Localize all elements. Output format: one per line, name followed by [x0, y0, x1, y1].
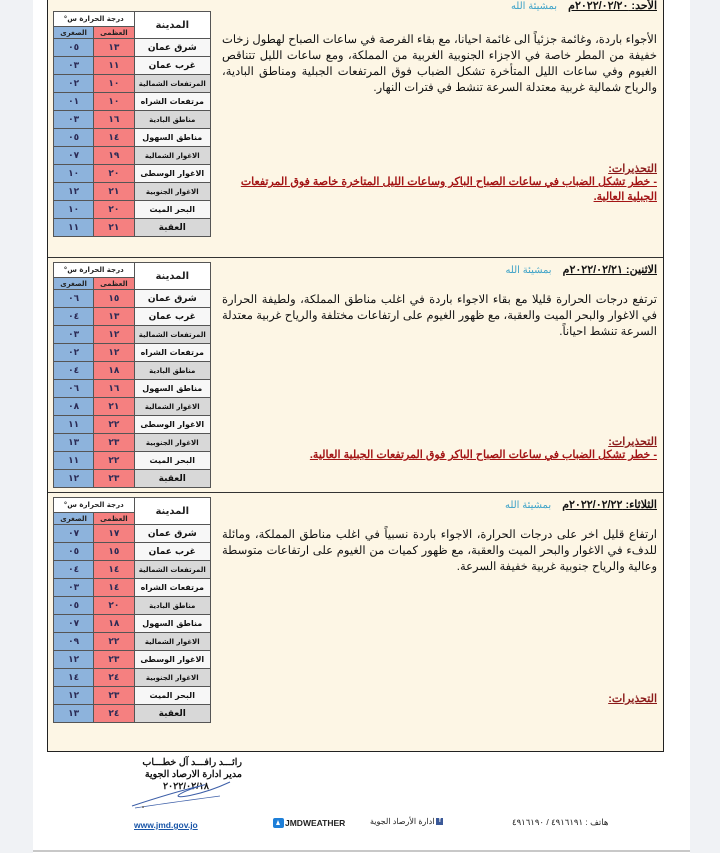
table-row [54, 470, 211, 488]
max-cell: ٢٣ [94, 470, 134, 488]
min-cell: ٠٦ [54, 290, 94, 308]
table-row [54, 398, 211, 416]
city-cell: مناطق السهول [134, 129, 211, 147]
day-section-monday [48, 258, 663, 493]
min-cell: ٠٢ [54, 344, 94, 362]
inshallah-note: بمشيئة الله [510, 1, 558, 12]
warnings-block [222, 692, 657, 705]
min-cell: ١٢ [54, 687, 94, 705]
min-cell: ٠٣ [54, 57, 94, 75]
table-row [54, 669, 211, 687]
city-cell: مرتفعات الشراه [134, 93, 211, 111]
table-row [54, 165, 211, 183]
city-cell: الاغوار الوسطى [134, 416, 211, 434]
max-header: العظمى [94, 513, 134, 525]
max-cell: ٢٢ [94, 452, 134, 470]
max-cell: ١٦ [94, 111, 134, 129]
table-row [54, 452, 211, 470]
max-cell: ١٢ [94, 344, 134, 362]
min-cell: ٠٥ [54, 39, 94, 57]
min-cell: ٠٩ [54, 633, 94, 651]
city-cell: الاغوار الوسطى [134, 651, 211, 669]
max-cell: ١٣ [94, 39, 134, 57]
city-cell: العقبة [134, 705, 211, 723]
table-row [54, 326, 211, 344]
inshallah-note: بمشيئة الله [505, 265, 552, 276]
max-cell: ١٢ [94, 326, 134, 344]
city-cell: البحر الميت [134, 687, 211, 705]
city-cell: شرق عمان [134, 290, 211, 308]
warnings-block [222, 435, 657, 463]
warnings-title: التحذيرات: [608, 436, 657, 448]
table-row [54, 39, 211, 57]
table-row [54, 111, 211, 129]
min-header: الصغرى [54, 27, 94, 39]
min-cell: ١٣ [54, 434, 94, 452]
forecast-document [47, 0, 664, 752]
city-cell: الاغوار الشمالية [134, 633, 211, 651]
max-cell: ١٤ [94, 579, 134, 597]
max-cell: ٢٠ [94, 165, 134, 183]
max-cell: ١٣ [94, 308, 134, 326]
min-cell: ٠٤ [54, 308, 94, 326]
phone-numbers: هاتف : ٤٩١٦١٩١ / ٤٩١٦١٩٠ [512, 817, 609, 827]
min-header: الصغرى [54, 513, 94, 525]
min-cell: ٠١ [54, 93, 94, 111]
warnings-block [222, 162, 657, 205]
min-cell: ٠٣ [54, 326, 94, 344]
day-section-tuesday [48, 493, 663, 751]
temperature-table [53, 497, 211, 723]
forecast-text: ترتفع درجات الحرارة قليلا مع بقاء الاجواء باردة في اغلب مناطق المملكة، ولطيفة الحرارة في الاغوار والبحر الميت والعقبة، مع ظهور الغيوم على ارتفاعات مختلفة والرياح غربية معتدلة السرعة تنشط احياناً. [222, 294, 657, 338]
city-cell: شرق عمان [134, 525, 211, 543]
table-row [54, 579, 211, 597]
city-cell: الاغوار الشمالية [134, 147, 211, 165]
max-cell: ١٥ [94, 543, 134, 561]
max-cell: ١٦ [94, 380, 134, 398]
website-link[interactable]: www.jmd.gov.jo [134, 820, 198, 830]
city-header: المدينة [134, 263, 211, 290]
city-cell: غرب عمان [134, 308, 211, 326]
min-cell: ٠٣ [54, 579, 94, 597]
max-cell: ١٨ [94, 362, 134, 380]
day-heading [222, 0, 657, 13]
table-row [54, 290, 211, 308]
table-row [54, 75, 211, 93]
city-cell: غرب عمان [134, 543, 211, 561]
day-section-sunday [48, 0, 663, 258]
temperature-table [53, 262, 211, 488]
max-cell: ١٤ [94, 561, 134, 579]
min-cell: ٠٥ [54, 543, 94, 561]
min-cell: ١٢ [54, 183, 94, 201]
city-cell: غرب عمان [134, 57, 211, 75]
table-row [54, 308, 211, 326]
table-row [54, 633, 211, 651]
table-row [54, 651, 211, 669]
table-row [54, 57, 211, 75]
warnings-text: - خطر تشكل الضباب في ساعات الصباح الباكر فوق المرتفعات الجبلية العالية. [309, 449, 657, 461]
min-cell: ١١ [54, 452, 94, 470]
min-cell: ١٢ [54, 651, 94, 669]
city-cell: مناطق البادية [134, 362, 211, 380]
max-cell: ٢١ [94, 398, 134, 416]
max-cell: ٢٣ [94, 651, 134, 669]
temperature-header: درجة الحرارة س° [54, 498, 135, 513]
min-cell: ٠٢ [54, 75, 94, 93]
max-cell: ١٧ [94, 525, 134, 543]
table-row [54, 380, 211, 398]
city-cell: مناطق السهول [134, 615, 211, 633]
day-title: الثلاثاء: ٢٠٢٢/٠٢/٢٢م [562, 499, 657, 511]
table-row [54, 201, 211, 219]
city-cell: العقبة [134, 219, 211, 237]
day-heading [222, 498, 657, 512]
app-store-icon [273, 818, 284, 828]
warnings-text: - خطر تشكل الضباب في ساعات الصباح الباكر وساعات الليل المتاخرة خاصة فوق المرتفعات الجبلية العالية. [240, 176, 657, 203]
table-row [54, 129, 211, 147]
min-header: الصغرى [54, 278, 94, 290]
table-row [54, 183, 211, 201]
city-cell: المرتفعات الشمالية [134, 561, 211, 579]
city-cell: البحر الميت [134, 452, 211, 470]
day-title: الاثنين: ٢٠٢٢/٠٢/٢١م [562, 264, 657, 276]
city-cell: المرتفعات الشمالية [134, 326, 211, 344]
max-cell: ١٠ [94, 93, 134, 111]
table-row [54, 615, 211, 633]
temperature-table [53, 11, 211, 237]
city-cell: مناطق البادية [134, 597, 211, 615]
min-cell: ١٢ [54, 470, 94, 488]
max-cell: ٢٣ [94, 434, 134, 452]
max-header: العظمى [94, 278, 134, 290]
max-cell: ١٨ [94, 615, 134, 633]
signature-title: مدير ادارة الارصاد الجوية [144, 769, 242, 780]
table-row [54, 561, 211, 579]
min-cell: ٠٥ [54, 129, 94, 147]
inshallah-note: بمشيئة الله [504, 500, 552, 511]
min-cell: ١١ [54, 219, 94, 237]
table-row [54, 219, 211, 237]
city-cell: مناطق البادية [134, 111, 211, 129]
max-cell: ١٩ [94, 147, 134, 165]
warnings-title: التحذيرات: [608, 693, 657, 705]
table-row [54, 543, 211, 561]
min-cell: ٠٧ [54, 525, 94, 543]
min-cell: ١٣ [54, 705, 94, 723]
max-cell: ١٠ [94, 75, 134, 93]
city-cell: البحر الميت [134, 201, 211, 219]
city-cell: مناطق السهول [134, 380, 211, 398]
app-name: JMDWEATHER [285, 818, 346, 828]
max-cell: ٢٠ [94, 201, 134, 219]
max-cell: ٢٢ [94, 416, 134, 434]
forecast-text: ارتفاع قليل اخر على درجات الحرارة، الاجواء باردة نسبياً في اغلب مناطق المملكة، ومائلة للدفء في الاغوار والبحر الميت والعقبة، مع ظهور كميات من الغيوم على ارتفاعات متوسطة وعالية والرياح جنوبية غربية خفيفة السرعة. [222, 529, 657, 573]
max-cell: ٢٠ [94, 597, 134, 615]
min-cell: ١٤ [54, 669, 94, 687]
signature-scribble-icon [130, 770, 240, 810]
facebook-icon: f [436, 818, 443, 825]
city-cell: الاغوار الجنوبية [134, 669, 211, 687]
table-row [54, 362, 211, 380]
table-row [54, 344, 211, 362]
min-cell: ٠٧ [54, 615, 94, 633]
min-cell: ٠٤ [54, 561, 94, 579]
max-header: العظمى [94, 27, 134, 39]
city-header: المدينة [134, 12, 211, 39]
min-cell: ٠٣ [54, 111, 94, 129]
city-cell: المرتفعات الشمالية [134, 75, 211, 93]
max-cell: ٢١ [94, 183, 134, 201]
warnings-title: التحذيرات: [608, 163, 657, 175]
table-row [54, 525, 211, 543]
temperature-header: درجة الحرارة س° [54, 12, 135, 27]
min-cell: ٠٨ [54, 398, 94, 416]
forecast-text: الأجواء باردة، وغائمة جزئياً الى غائمة احيانا، مع بقاء الفرصة في ساعات الصباح لهطول زخات خفيفة من المطر خاصة في الاجزاء الجنوبية الغربية من المملكة، ومع ساعات الليل تتناقص الغيوم وفي ساعات الليل المتأخرة تشكل الضباب فوق المرتفعات الجبلية ومناطق البادية، والرياح شمالية غربية معتدلة السرعة تنشط في فترات النهار. [222, 34, 657, 94]
max-cell: ١٤ [94, 129, 134, 147]
dot-mark [142, 806, 144, 808]
city-cell: الاغوار الشمالية [134, 398, 211, 416]
city-cell: مرتفعات الشراه [134, 579, 211, 597]
signature-name: رائـــد رافـــد آل خطـــاب [142, 757, 242, 768]
day-title: الأحد: ٢٠٢٢/٠٢/٢٠م [568, 0, 657, 12]
min-cell: ٠٥ [54, 597, 94, 615]
city-cell: الاغوار الوسطى [134, 165, 211, 183]
facebook-link[interactable] [370, 817, 443, 826]
max-cell: ١٥ [94, 290, 134, 308]
table-row [54, 597, 211, 615]
table-row [54, 434, 211, 452]
max-cell: ٢٤ [94, 669, 134, 687]
table-row [54, 93, 211, 111]
max-cell: ٢٣ [94, 687, 134, 705]
min-cell: ٠٤ [54, 362, 94, 380]
table-row [54, 705, 211, 723]
max-cell: ٢٢ [94, 633, 134, 651]
table-row [54, 687, 211, 705]
city-cell: العقبة [134, 470, 211, 488]
facebook-name: ادارة الأرصاد الجوية [370, 817, 435, 826]
table-row [54, 147, 211, 165]
min-cell: ٠٧ [54, 147, 94, 165]
day-heading [222, 263, 657, 277]
page-bottom-divider [33, 850, 690, 852]
city-cell: مرتفعات الشراه [134, 344, 211, 362]
min-cell: ١٠ [54, 201, 94, 219]
min-cell: ١١ [54, 416, 94, 434]
city-cell: الاغوار الجنوبية [134, 183, 211, 201]
min-cell: ٠٦ [54, 380, 94, 398]
city-cell: الاغوار الجنوبية [134, 434, 211, 452]
max-cell: ٢١ [94, 219, 134, 237]
temperature-header: درجة الحرارة س° [54, 263, 135, 278]
max-cell: ١١ [94, 57, 134, 75]
signature-date: ٢٠٢٢/٠٢/١٨ [162, 781, 210, 792]
table-row [54, 416, 211, 434]
min-cell: ١٠ [54, 165, 94, 183]
app-link[interactable] [273, 818, 345, 828]
city-cell: شرق عمان [134, 39, 211, 57]
city-header: المدينة [134, 498, 211, 525]
max-cell: ٢٤ [94, 705, 134, 723]
